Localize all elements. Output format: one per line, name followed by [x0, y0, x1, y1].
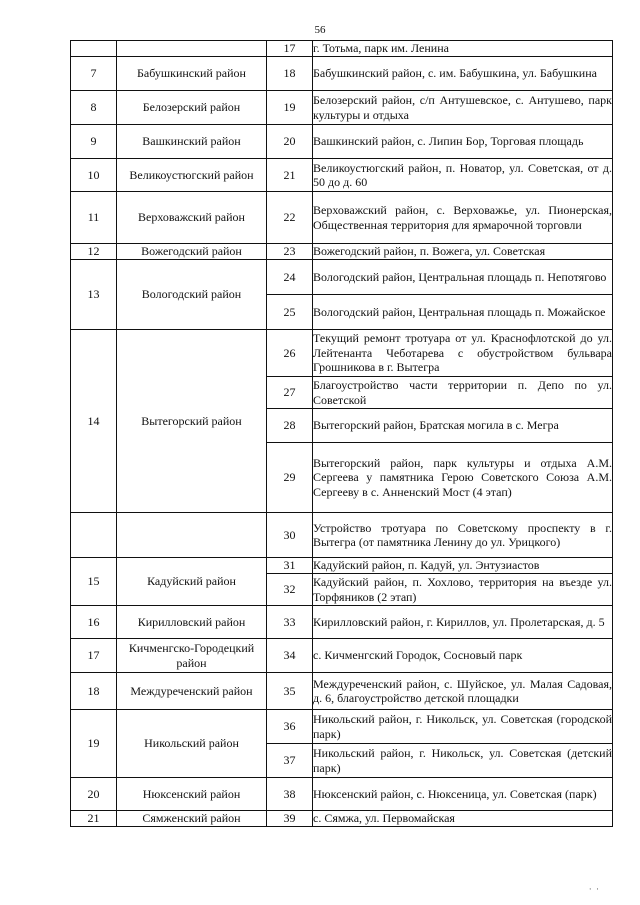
object-description-cell: Нюксенский район, с. Нюксеница, ул. Советская (парк)	[313, 778, 613, 811]
object-number-cell: 29	[267, 443, 313, 513]
object-description-cell: Белозерский район, с/п Антушевское, с. Антушево, парк культуры и отдыха	[313, 91, 613, 125]
object-number-cell: 19	[267, 91, 313, 125]
object-number-cell: 24	[267, 260, 313, 295]
object-description-cell: Вашкинский район, с. Липин Бор, Торговая площадь	[313, 125, 613, 159]
object-description-cell: Вологодский район, Центральная площадь п. Непотягово	[313, 260, 613, 295]
table-row	[71, 778, 613, 811]
object-number-cell: 25	[267, 295, 313, 330]
object-number-cell: 30	[267, 513, 313, 558]
table-row	[71, 513, 613, 558]
table-row	[71, 639, 613, 673]
object-description-cell: с. Сямжа, ул. Первомайская	[313, 811, 613, 827]
table-row	[71, 260, 613, 295]
district-name-cell: Вологодский район	[117, 260, 267, 330]
object-number-cell: 39	[267, 811, 313, 827]
district-number-cell: 12	[71, 244, 117, 260]
object-number-cell: 36	[267, 710, 313, 744]
district-name-cell: Бабушкинский район	[117, 57, 267, 91]
district-name-cell: Вашкинский район	[117, 125, 267, 159]
object-description-cell: Никольский район, г. Никольск, ул. Советская (городской парк)	[313, 710, 613, 744]
object-description-cell: Кирилловский район, г. Кириллов, ул. Пролетарская, д. 5	[313, 606, 613, 639]
objects-table	[70, 40, 613, 827]
district-name-cell	[117, 41, 267, 57]
object-description-cell: г. Тотьма, парк им. Ленина	[313, 41, 613, 57]
district-name-cell	[117, 513, 267, 558]
object-number-cell: 34	[267, 639, 313, 673]
district-name-cell: Кирилловский район	[117, 606, 267, 639]
table-row	[71, 159, 613, 192]
object-number-cell: 28	[267, 409, 313, 443]
district-name-cell: Верховажский район	[117, 192, 267, 244]
object-description-cell: Междуреченский район, с. Шуйское, ул. Малая Садовая, д. 6, благоустройство детской площадки	[313, 673, 613, 710]
district-name-cell: Великоустюгский район	[117, 159, 267, 192]
district-number-cell: 21	[71, 811, 117, 827]
object-number-cell: 17	[267, 41, 313, 57]
district-number-cell: 15	[71, 558, 117, 606]
page-number: 56	[314, 24, 326, 36]
object-description-cell: Никольский район, г. Никольск, ул. Советская (детский парк)	[313, 744, 613, 778]
district-number-cell	[71, 41, 117, 57]
object-number-cell: 26	[267, 330, 313, 377]
object-number-cell: 32	[267, 574, 313, 606]
district-name-cell: Никольский район	[117, 710, 267, 778]
table-row	[71, 41, 613, 57]
object-description-cell: Верховажский район, с. Верховажье, ул. Пионерская, Общественная территория для ярмарочной торговли	[313, 192, 613, 244]
object-description-cell: Великоустюгский район, п. Новатор, ул. Советская, от д. 50 до д. 60	[313, 159, 613, 192]
object-description-cell: Благоустройство части территории п. Депо по ул. Советской	[313, 378, 612, 407]
district-name-cell: Вытегорский район	[117, 330, 267, 513]
district-number-cell: 11	[71, 192, 117, 244]
table-row	[71, 558, 613, 574]
object-number-cell: 23	[267, 244, 313, 260]
district-number-cell: 7	[71, 57, 117, 91]
object-description-cell: Вытегорский район, Братская могила в с. Мегра	[313, 409, 613, 443]
object-description-cell: с. Кичменгский Городок, Сосновый парк	[313, 639, 613, 673]
object-description-cell: Бабушкинский район, с. им. Бабушкина, ул. Бабушкина	[313, 57, 613, 91]
table-row	[71, 606, 613, 639]
table-row	[71, 330, 613, 377]
table-row	[71, 710, 613, 744]
district-number-cell: 14	[71, 330, 117, 513]
table-row	[71, 673, 613, 710]
district-number-cell: 19	[71, 710, 117, 778]
table-row	[71, 125, 613, 159]
district-number-cell: 16	[71, 606, 117, 639]
district-name-cell: Сямженский район	[117, 811, 267, 827]
object-number-cell: 37	[267, 744, 313, 778]
object-number-cell: 38	[267, 778, 313, 811]
object-description-cell: Вологодский район, Центральная площадь п. Можайское	[313, 295, 613, 330]
object-description-cell: Вытегорский район, парк культуры и отдыха А.М. Сергеева у памятника Герою Советского Союза А.М. Сергееву в с. Анненский Мост (4 этап)	[313, 443, 613, 513]
table-row	[71, 244, 613, 260]
object-number-cell: 21	[267, 159, 313, 192]
district-name-cell: Междуреченский район	[117, 673, 267, 710]
district-number-cell: 18	[71, 673, 117, 710]
district-number-cell: 13	[71, 260, 117, 330]
object-description-cell: Кадуйский район, п. Кадуй, ул. Энтузиастов	[313, 558, 613, 574]
object-number-cell: 18	[267, 57, 313, 91]
district-number-cell: 8	[71, 91, 117, 125]
district-number-cell: 17	[71, 639, 117, 673]
district-name-cell: Кадуйский район	[117, 558, 267, 606]
object-number-cell: 33	[267, 606, 313, 639]
table-row	[71, 811, 613, 827]
district-number-cell: 20	[71, 778, 117, 811]
object-number-cell: 35	[267, 673, 313, 710]
district-number-cell: 9	[71, 125, 117, 159]
district-name-cell: Вожегодский район	[117, 244, 267, 260]
object-number-cell: 20	[267, 125, 313, 159]
object-number-cell: 22	[267, 192, 313, 244]
object-description-cell: Текущий ремонт тротуара от ул. Краснофлотской до ул. Лейтенанта Чеботарева с обустройством бульвара Грошникова в г. Вытегра	[313, 330, 613, 377]
object-description-cell: Вожегодский район, п. Вожега, ул. Советская	[313, 244, 613, 260]
district-name-cell: Нюксенский район	[117, 778, 267, 811]
object-number-cell: 27	[267, 377, 313, 409]
district-name-cell: Белозерский район	[117, 91, 267, 125]
object-description-cell: Устройство тротуара по Советскому проспекту в г. Вытегра (от памятника Ленину до ул. Урицкого)	[313, 513, 613, 558]
object-number-cell: 31	[267, 558, 313, 574]
district-name-cell: Кичменгско-Городецкий район	[117, 639, 267, 673]
table-row	[71, 91, 613, 125]
footer-mark: · ·	[588, 884, 600, 894]
object-description-cell: Кадуйский район, п. Хохлово, территория на въезде ул. Торфяников (2 этап)	[313, 575, 612, 604]
table-row	[71, 57, 613, 91]
table-row	[71, 192, 613, 244]
district-number-cell	[71, 513, 117, 558]
district-number-cell: 10	[71, 159, 117, 192]
